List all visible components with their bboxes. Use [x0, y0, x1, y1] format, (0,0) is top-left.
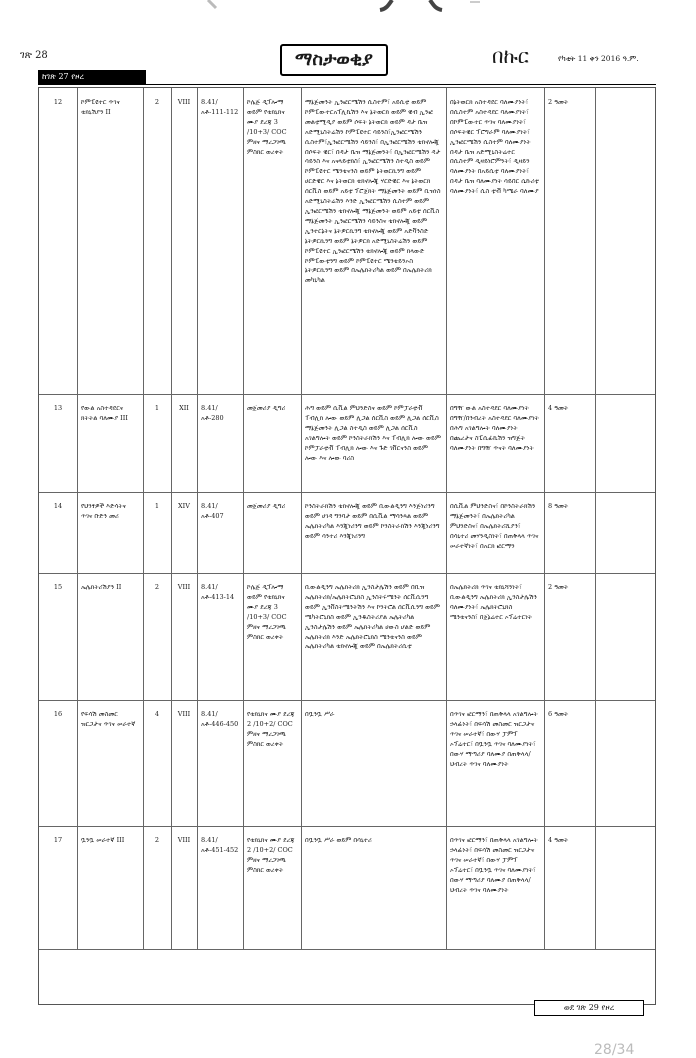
cell-code: 8.41/አቶ-451-452	[201, 836, 239, 854]
cell-title: ኮምፒዩተር ጥገና ቴክኒሽያን II	[81, 98, 120, 116]
cell-qty: 1	[154, 502, 160, 510]
cell-field: በቧንቧ ሥራ ወይም በሳኒተሪ	[305, 836, 372, 844]
cell-qualification: ኮሌጅ ዲፕሎማ ወይም የቴክኒክና ሙያ ደረጃ 3 /10+3/ COC ምዘና ማረጋገጫ ምስክር ወረቀት	[247, 583, 287, 641]
page-label: ገጽ 28	[20, 50, 48, 61]
cell-no: 15	[53, 583, 63, 591]
newspaper-name: በኩር	[492, 44, 529, 68]
cell-code: 8.41/አቶ-407	[201, 502, 224, 520]
cell-field: ሕግ ወይም ሲቪል ምህንድስና ወይም ኮምፓራቲቭ ፐብሊክ ሎው ወይም ሊጋል ሰርቪስ ወይም ሊጋል ሰርቪስ ማኔጅመንት ሊጋል ስተዲስ ወይም ሊጋል ሰርቪስ አገልግሎት ወይም ኮንስትራክሽን እና ፐብሊክ ሎው ወይም ኮምፓራቲቭ ፐብሊክ ሎው እና ጉድ ገቨርናንስ ወይም ሎው እና ሎው ባሪስ	[305, 404, 441, 462]
cell-years: 4 ዓመት	[548, 836, 569, 844]
cell-experience: በኤሌክትሪክ ጥገና ቴክኒሻንነት፣ ቢውልዲንግ ኤሌክትሪክ ኢንስታሌሽን ባለሙያነት፣ ኤሌክትሮኒክስ ሜንቴናንስ፣ በጀኔሬተር ኦፕሬተርነት	[450, 583, 537, 621]
row-divider	[39, 949, 655, 950]
cell-field: ማኔጅመንት ኢንፎርሜሽን ሲስተም፣ አይሲቲ ወይም ኮምፒውተርአፕሊኬሽን እና ኔትወርክ ወይም ዌብ ኢንፎ መልቲሚዲያ ወይም ሶፍት ኔትወርክ ወይም ዳታ ቤዝ አድሚኒስትሬሽን ኮምፒዩተር ሳይንስ፣ኢንፎርሜሽን ሲስተም፣ኢንፎርሜሽን ሳይንስ፣ በኢንፎርሜሽን ቴክኖሎጂ በሶፍት ዌር፣ በዳታ ቤዝ ማኔጅመንት፣ በኢንፎርሜሽን ዳታ ሳይንስ እና አናላይቲክስ፣ ኢንፎርሜሽን ስተዲስ ወይም ኮምፒዩተር ሜንቴናንስ ወይም ኔትወርኪንግ ወይም ሀርድዌር እና ኔትወርክ ቴክኖሎጂ ሃርድዌር እና ኔትወርክ ሰርቪስ ወይም አይቲ ፕሮጀክት ማኔጅመንት ወይም ቢዝነስ አድሚኒስትሬሽን እንድ ኢንፎርሜሽን ሲስተም ወይም ኢንፎርሜሽን ቴክኖሎጂ ማኔጅመንት ወይም አይቲ ሰርቪስ ማኔጅመንት ኢንፎርሜሽን ሳይንስና ቴክኖሎጂ ወይም ኢንተርኔትና ኔትዎርኪንግ ቴክኖሎጂ ወይም አድቫንስድ ኔትዎርኪንግ ወይም ኔትዎርክ አድሚኒስትሬሽን ወይም ኮምፒዩተር ኢንፎርሜሽን ቴክኖሎጂ ወይም ክላውድ ኮምፒውቲንግ ወይም ኮምፒዩተር ሜንቴይንኦስ ኔትዎርኪንግ ወይም በኤሌክትሪካል ወይም በኤሌክትሪክ መካኒካል	[305, 98, 441, 285]
column-divider	[301, 88, 302, 949]
cell-title: ቧንቧ ሠራተኛ III	[81, 836, 125, 844]
continued-from-tab: ከገጽ 27 የዞረ	[38, 70, 146, 84]
cell-qty: 2	[154, 583, 160, 591]
row-divider	[39, 394, 655, 395]
cell-title: የፍሳሽ መስመር ዝርጋታና ጥገና ሠራተኛ	[81, 710, 136, 728]
cell-years: 2 ዓመት	[548, 98, 569, 106]
column-divider	[143, 88, 144, 949]
cell-field: ቢውልዲንግ ኤሌክትሪክ ኢንስታሌሽን ወይም በቢዝ ኤሌክትሪክ/ኤሌክትሮኒክስ ኢንስትሩሜንት ሰርቪሲንግ ወይም ኢንቨስትሜንትሽን እና ኮንትሮል ሰርቪሲንግ ወይም ሜካትሮኒክስ ወይም ኢንዱስትሪያል ኤሌትሪካል ኢንስታሌሽን ወይም ኤሌክትሪካል ሀውስ ሆልድ ወይም ኤሌክትሪክ እንድ ኤሌክትሮኒክስ ሜንቴናንስ ወይም ኤሌክትሪካል ቴክኖሎጂ ወይም በኤሌክትሪሲቲ	[305, 583, 441, 651]
cell-grade: XIV	[178, 502, 190, 510]
cell-experience: በጥገና ፎርማን፣ በጠቅላላ አገልግሎት ኃላፊነት፣ በፍሳሽ መስመር ዝርጋታና ጥገና ሠራተኛ፣ በውሃ ፓምፕ ኦፕሬተር፣ በቧንቧ ጥገና ባለሙያነት፣ በውሃ ማጣሪያ ባለሙያ በጠቅላላ/ህብረት ጥገና ባለሙያነት	[450, 710, 538, 768]
vacancy-table	[38, 87, 656, 1005]
cell-no: 13	[53, 404, 63, 412]
top-masthead-edge	[0, 0, 696, 12]
cell-qty: 1	[154, 404, 160, 412]
cell-code: 8.41/አቶ-280	[201, 404, 224, 422]
cell-no: 17	[53, 836, 63, 844]
cell-grade: VIII	[177, 98, 191, 106]
cell-no: 12	[53, 98, 63, 106]
column-divider	[171, 88, 172, 949]
cell-qty: 4	[154, 710, 160, 718]
cell-years: 6 ዓመት	[548, 710, 569, 718]
cell-years: 8 ዓመት	[548, 502, 569, 510]
cell-code: 8.41/አቶ-413-14	[201, 583, 235, 601]
row-divider	[39, 826, 655, 827]
cell-qualification: መጀመሪያ ዲግሪ	[247, 502, 286, 510]
cell-qualification: የቴክኒክና ሙያ ደረጃ 2 /10+2/ COC ምዘና ማረጋገጫ ምስክር ወረቀት	[247, 710, 295, 748]
page-fraction: 28/34	[594, 1042, 635, 1058]
header-divider	[38, 84, 656, 85]
cell-experience: በኔትወርክ አስተዳደር ባለሙያነት፣ በሲስተም አስተዳደር ባለሙያነት፣ በኮምፒውተር ጥገና ባለሙያነት፣ በሶፍትዌር ፕሮግራም ባለሙያነት፣ ኢንፎርሜሽን ሲስተም ባለሙያነት በዳታ ቤዝ አድሚኒስትሬተር በሲስተም ዲዛይነሮምንት፣ ዲዛይን ባለሙያነት በአይሲቲ ባለሙያነት፣ በዳታ ቤዝ ባለሙያነት ሳይበር ሴኩሪቲ ባለሙያነት፣ ሲስ ቲቭ ካሜራ ባለሙያ	[450, 98, 539, 196]
row-divider	[39, 573, 655, 574]
cell-field: ኮንስትራክሽን ቴክኖሎጂ ወይም ቢውልዲንግ እንጅነሪንግ ወይም ሀገዳ ግንባታ ወይም በሲቪል ማሳንጻል ወይም ኤሌክትሪካል እንጂነሪንግ ወይም ኮንስትራክሽን እንጂነሪንግ ወይም ሳንተሪ እንጂነሪንግ	[305, 502, 440, 540]
row-divider	[39, 492, 655, 493]
cell-title: የህንፃዎች እድሳትና ጥገና ቡድን መሪ	[81, 502, 127, 520]
issue-date: የካቲት 11 ቀን 2016 ዓ.ም.	[558, 54, 639, 63]
cell-field: በቧንቧ ሥራ	[305, 710, 335, 718]
column-divider	[243, 88, 244, 949]
column-divider	[446, 88, 447, 949]
cell-experience: በግዥ ውል አስተዳደር ባለሙያነት በግዥ/በንብረት አስተዳደር ባለሙያነት በሕግ አገልግሎት ባለሙያነት በጨረታና ስፔሲፊኬሽን ዝግጅት ባለሙያነት በግዥ ጥናት ባለሙያነት	[450, 404, 540, 452]
column-divider	[77, 88, 78, 949]
cell-grade: VIII	[177, 710, 191, 718]
cell-qualification: ኮሌጅ ዲፕሎማ ወይም የቴክኒክና ሙያ ደረጃ 3 /10+3/ COC ምዘና ማረጋገጫ ምስክር ወረቀት	[247, 98, 287, 156]
cell-grade: VIII	[177, 583, 191, 591]
cell-qty: 2	[154, 836, 160, 844]
column-divider	[544, 88, 545, 949]
cell-qualification: የቴክኒክና ሙያ ደረጃ 2 /10+2/ COC ምዘና ማረጋገጫ ምስክር ወረቀት	[247, 836, 295, 874]
cell-qty: 2	[154, 98, 160, 106]
cell-code: 8.41/አቶ-111-112	[201, 98, 239, 116]
cell-code: 8.41/አቶ-446-450	[201, 710, 239, 728]
column-divider	[197, 88, 198, 949]
cell-years: 4 ዓመት	[548, 404, 569, 412]
cell-grade: VIII	[177, 836, 191, 844]
cell-title: ኤሌክትሪሽያን II	[81, 583, 122, 591]
row-divider	[39, 700, 655, 701]
column-divider	[595, 88, 596, 949]
cell-no: 16	[53, 710, 63, 718]
cell-years: 2 ዓመት	[548, 583, 569, 591]
masthead-title: ማስታወቂያ	[280, 44, 388, 76]
continue-to-page-box: ወደ ገጽ 29 የዞረ	[534, 1000, 644, 1016]
cell-experience: በሲቪል ምህንድስና፣ በኮንስትራክሽን ማኔጅመንት፣ በኤሌክትሪካል ምህንድስና፣ በኤሌክትሪሺያን፣ በሳኒተሪ መሃንዲስነት፣ በጠቅላላ ጥገና ሠራተኛነት፣ በአርክ ፎርማን	[450, 502, 539, 550]
cell-grade: XII	[179, 404, 189, 412]
cell-experience: በጥገና ፎርማን፣ በጠቅላላ አገልግሎት ኃላፊነት፣ በፍሳሽ መስመር ዝርጋታና ጥገና ሠራተኛ፣ በውሃ ፓምፕ ኦፕሬተር፣ በቧንቧ ጥገና ባለሙያነት፣ በውሃ ማጣሪያ ባለሙያ በጠቅላላ/ህብረት ጥገና ባለሙያነት	[450, 836, 538, 894]
cell-title: የውል አስተዳደርና ክትትል ባለሙያ III	[81, 404, 128, 422]
cell-no: 14	[53, 502, 63, 510]
cell-qualification: መጀመሪያ ዲግሪ	[247, 404, 286, 412]
